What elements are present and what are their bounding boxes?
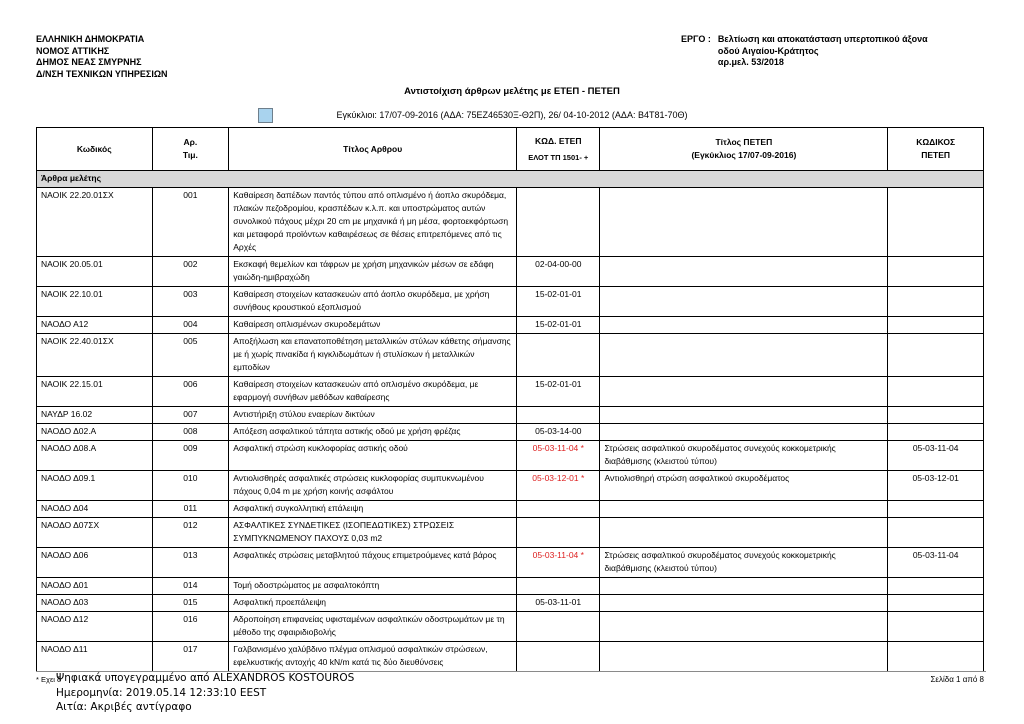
header-petep-title-line2: (Εγκύκλιος 17/07-09-2016)	[691, 150, 797, 160]
cell-petep-title	[600, 578, 888, 595]
header-code: Κωδικός	[37, 128, 153, 171]
cell-petep-title	[600, 188, 888, 257]
table-row	[37, 377, 984, 407]
header-num-line2: Τιμ.	[182, 150, 198, 160]
table-row	[37, 334, 984, 377]
cell-article-code: ΝΑΟΙΚ 22.20.01ΣΧ	[37, 188, 153, 257]
cell-article-title: Αντιολισθηρές ασφαλτικές στρώσεις κυκλοφορίας συμπυκνωμένου πάχους 0,04 m με χρήση κοινής ασφάλτου	[229, 471, 517, 501]
cell-article-code: ΝΑΟΔΟ Δ04	[37, 501, 153, 518]
table-row	[37, 642, 984, 672]
cell-article-title: Ασφαλτική προεπάλειψη	[229, 595, 517, 612]
cell-item-number: 014	[152, 578, 229, 595]
table-row	[37, 188, 984, 257]
cell-petep-code	[888, 257, 984, 287]
cell-petep-title	[600, 424, 888, 441]
cell-petep-title	[600, 407, 888, 424]
cell-petep-code: 05-03-11-04	[888, 441, 984, 471]
project-header	[681, 34, 928, 69]
cell-petep-title	[600, 334, 888, 377]
header-petep-title-line1: Τίτλος ΠΕΤΕΠ	[715, 137, 773, 147]
cell-etep-code: 05-03-11-04 *	[517, 548, 600, 578]
project-line-3: αρ.μελ. 53/2018	[717, 57, 784, 67]
header-petep-code	[888, 128, 984, 171]
cell-article-title: Απόξεση ασφαλτικού τάπητα αστικής οδού με χρήση φρέζας	[229, 424, 517, 441]
cell-article-code: ΝΑΟΔΟ Δ07ΣΧ	[37, 518, 153, 548]
cell-petep-code	[888, 612, 984, 642]
cell-article-code: ΝΑΟΙΚ 20.05.01	[37, 257, 153, 287]
cell-article-code: ΝΑΟΔΟ Δ11	[37, 642, 153, 672]
cell-petep-title	[600, 518, 888, 548]
table-row	[37, 518, 984, 548]
cell-article-title: Καθαίρεση στοιχείων κατασκευών από οπλισμένο σκυρόδεμα, με εφαρμογή συνήθων μεθόδων καθαίρεσης	[229, 377, 517, 407]
cell-article-title: Καθαίρεση στοιχείων κατασκευών από άοπλο σκυρόδεμα, με χρήση συνήθους κρουστικού εξοπλισμού	[229, 287, 517, 317]
cell-petep-code: 05-03-12-01	[888, 471, 984, 501]
table-row	[37, 287, 984, 317]
table-row	[37, 578, 984, 595]
header-etep-line2: ΕΛΟΤ ΤΠ 1501- +	[528, 152, 589, 162]
articles-matching-table	[36, 127, 984, 672]
cell-petep-code	[888, 424, 984, 441]
cell-article-code: ΝΑΟΙΚ 22.10.01	[37, 287, 153, 317]
cell-etep-code: 05-03-11-04 *	[517, 441, 600, 471]
section-label: Άρθρα μελέτης	[37, 171, 984, 188]
cell-article-title: Τομή οδοστρώματος με ασφαλτοκόπτη	[229, 578, 517, 595]
cell-item-number: 011	[152, 501, 229, 518]
cell-petep-title: Αντιολισθηρή στρώση ασφαλτικού σκυροδέματος	[600, 471, 888, 501]
cell-article-code: ΝΑΟΙΚ 22.15.01	[37, 377, 153, 407]
cell-article-code: ΝΑΥΔΡ 16.02	[37, 407, 153, 424]
cell-item-number: 001	[152, 188, 229, 257]
signature-line-2: Ημερομηνία: 2019.05.14 12:33:10 EEST	[56, 686, 267, 699]
cell-etep-code	[517, 188, 600, 257]
cell-item-number: 006	[152, 377, 229, 407]
table-row	[37, 548, 984, 578]
cell-item-number: 005	[152, 334, 229, 377]
cell-article-code: ΝΑΟΔΟ Δ02.Α	[37, 424, 153, 441]
cell-article-code: ΝΑΟΔΟ Δ12	[37, 612, 153, 642]
header-etep	[517, 128, 600, 171]
section-row	[37, 171, 984, 188]
cell-etep-code: 15-02-01-01	[517, 317, 600, 334]
cell-article-title: Καθαίρεση δαπέδων παντός τύπου από οπλισμένο ή άοπλο σκυρόδεμα, πλακών πεζοδρομίου, κρασπέδων κ.λ.π. και υποστρώματος αυτών συνολικού πάχους μέχρι 20 cm με μηχανικά ή μη μέσα, φορτοεκφόρτωση και μεταφορά προϊόντων καθαιρέσεως σε θέσεις επιτρεπόμενες από τις Αρχές	[229, 188, 517, 257]
cell-article-title: Καθαίρεση οπλισμένων σκυροδεμάτων	[229, 317, 517, 334]
cell-article-title: Εκσκαφή θεμελίων και τάφρων με χρήση μηχανικών μέσων σε εδάφη γαιώδη-ημιβραχώδη	[229, 257, 517, 287]
cell-article-code: ΝΑΟΔΟ Δ09.1	[37, 471, 153, 501]
cell-item-number: 016	[152, 612, 229, 642]
cell-article-code: ΝΑΟΔΟ Δ03	[37, 595, 153, 612]
cell-etep-code	[517, 518, 600, 548]
cell-item-number: 013	[152, 548, 229, 578]
cell-etep-code: 02-04-00-00	[517, 257, 600, 287]
cell-etep-code: 05-03-11-01	[517, 595, 600, 612]
cell-article-title: ΑΣΦΑΛΤΙΚΕΣ ΣΥΝΔΕΤΙΚΕΣ (ΙΣΟΠΕΔΩΤΙΚΕΣ) ΣΤΡΩΣΕΙΣ ΣΥΜΠΥΚΝΩΜΕΝΟΥ ΠΑΧΟΥΣ 0,03 m2	[229, 518, 517, 548]
table-row	[37, 501, 984, 518]
cell-etep-code: 05-03-14-00	[517, 424, 600, 441]
table-row	[37, 441, 984, 471]
cell-article-code: ΝΑΟΔΟ Δ01	[37, 578, 153, 595]
cell-petep-title	[600, 642, 888, 672]
footnote-fragment: * Εχει δ	[36, 675, 62, 684]
cell-petep-code	[888, 407, 984, 424]
cell-etep-code	[517, 407, 600, 424]
cell-petep-code	[888, 317, 984, 334]
articles-table-body	[37, 171, 984, 672]
cell-etep-code	[517, 578, 600, 595]
agency-line-1: ΕΛΛΗΝΙΚΗ ΔΗΜΟΚΡΑΤΙΑ	[36, 34, 145, 44]
cell-petep-title	[600, 287, 888, 317]
cell-petep-title	[600, 595, 888, 612]
cell-article-code: ΝΑΟΙΚ 22.40.01ΣΧ	[37, 334, 153, 377]
table-row	[37, 471, 984, 501]
cell-petep-code	[888, 377, 984, 407]
header-petep-code-line1: ΚΩΔΙΚΟΣ	[916, 137, 956, 147]
cell-etep-code	[517, 612, 600, 642]
cell-item-number: 015	[152, 595, 229, 612]
table-header-row	[37, 128, 984, 171]
table-row	[37, 595, 984, 612]
table-row	[37, 424, 984, 441]
cell-etep-code	[517, 642, 600, 672]
page-title: Αντιστοίχιση άρθρων μελέτης με ΕΤΕΠ - ΠΕΤΕΠ	[404, 86, 620, 97]
cell-petep-title: Στρώσεις ασφαλτικού σκυροδέματος συνεχούς κοκκομετρικής διαβάθμισης (κλειστού τύπου)	[600, 441, 888, 471]
cell-article-title: Ασφαλτική συγκολλητική επάλειψη	[229, 501, 517, 518]
cell-petep-title	[600, 377, 888, 407]
agency-line-4: Δ/ΝΣΗ ΤΕΧΝΙΚΩΝ ΥΠΗΡΕΣΙΩΝ	[36, 68, 168, 79]
project-line-1: Βελτίωση και αποκατάσταση υπερτοπικού άξονα	[717, 34, 928, 44]
agency-header	[36, 34, 168, 80]
cell-item-number: 002	[152, 257, 229, 287]
cell-petep-title	[600, 317, 888, 334]
cell-article-code: ΝΑΟΔΟ Δ06	[37, 548, 153, 578]
cell-petep-code	[888, 642, 984, 672]
circulars-subtitle: Εγκύκλιοι: 17/07-09-2016 (ΑΔΑ: 75ΕΖ46530Ξ-Θ2Π), 26/ 04-10-2012 (ΑΔΑ: Β4Τ81-70Θ)	[336, 110, 688, 120]
project-line-2: οδού Αιγαίου-Κράτητος	[717, 45, 819, 56]
cell-article-title: Ασφαλτικές στρώσεις μεταβλητού πάχους επιμετρούμενες κατά βάρος	[229, 548, 517, 578]
cell-item-number: 008	[152, 424, 229, 441]
cell-item-number: 003	[152, 287, 229, 317]
cell-article-title: Αποξήλωση και επανατοποθέτηση μεταλλικών στύλων κάθετης σήμανσης με ή χωρίς πινακίδα ή κιγκλιδωμάτων ή στυλίσκων ή μεταλλικών εμποδίων	[229, 334, 517, 377]
cell-petep-code: 05-03-11-04	[888, 548, 984, 578]
table-row	[37, 317, 984, 334]
page-number: Σελίδα 1 από 8	[930, 675, 984, 684]
cell-item-number: 007	[152, 407, 229, 424]
cell-petep-title	[600, 257, 888, 287]
cell-petep-title: Στρώσεις ασφαλτικού σκυροδέματος συνεχούς κοκκομετρικής διαβάθμισης (κλειστού τύπου)	[600, 548, 888, 578]
digital-signature-stamp	[56, 671, 354, 715]
agency-line-3: ΔΗΜΟΣ ΝΕΑΣ ΣΜΥΡΝΗΣ	[36, 57, 142, 67]
header-num	[152, 128, 229, 171]
project-description	[718, 34, 928, 69]
cell-etep-code	[517, 501, 600, 518]
header-petep-code-line2: ΠΕΤΕΠ	[921, 150, 951, 160]
cell-petep-code	[888, 287, 984, 317]
cell-petep-title	[600, 612, 888, 642]
cell-etep-code	[517, 334, 600, 377]
cell-article-title: Ασφαλτική στρώση κυκλοφορίας αστικής οδού	[229, 441, 517, 471]
cell-article-title: Αντιστήριξη στύλου εναερίων δικτύων	[229, 407, 517, 424]
cell-article-code: ΝΑΟΔΟ Δ08.Α	[37, 441, 153, 471]
header-petep-title	[600, 128, 888, 171]
table-row	[37, 407, 984, 424]
cell-article-title: Αδροποίηση επιφανείας υφισταμένων ασφαλτικών οδοστρωμάτων με τη μέθοδο της σφαιριδιοβολής	[229, 612, 517, 642]
signature-line-3: Αιτία: Ακριβές αντίγραφο	[56, 701, 192, 713]
cell-petep-title	[600, 501, 888, 518]
cell-petep-code	[888, 334, 984, 377]
header-num-line1: Αρ.	[183, 137, 198, 147]
project-label: ΕΡΓΟ :	[681, 34, 711, 44]
cell-petep-code	[888, 595, 984, 612]
cell-petep-code	[888, 578, 984, 595]
cell-petep-code	[888, 518, 984, 548]
table-row	[37, 612, 984, 642]
cell-etep-code: 15-02-01-01	[517, 287, 600, 317]
cell-item-number: 004	[152, 317, 229, 334]
cell-article-title: Γαλβανισμένο χαλύβδινο πλέγμα οπλισμού ασφαλτικών στρώσεων, εφελκυστικής αντοχής 40 kN/m κατά τις δύο διευθύνσεις	[229, 642, 517, 672]
table-row	[37, 257, 984, 287]
header-etep-line1: ΚΩΔ. ΕΤΕΠ	[535, 135, 582, 146]
cell-item-number: 017	[152, 642, 229, 672]
signature-line-1: Ψηφιακά υπογεγραμμένο από ALEXANDROS KOSTOUROS	[56, 672, 355, 684]
cell-article-code: ΝΑΟΔΟ Α12	[37, 317, 153, 334]
cell-item-number: 012	[152, 518, 229, 548]
cell-etep-code: 15-02-01-01	[517, 377, 600, 407]
cell-etep-code: 05-03-12-01 *	[517, 471, 600, 501]
agency-line-2: ΝΟΜΟΣ ΑΤΤΙΚΗΣ	[36, 45, 110, 56]
cell-item-number: 009	[152, 441, 229, 471]
cell-petep-code	[888, 501, 984, 518]
cell-petep-code	[888, 188, 984, 257]
cell-item-number: 010	[152, 471, 229, 501]
header-article-title: Τίτλος Αρθρου	[229, 128, 517, 171]
